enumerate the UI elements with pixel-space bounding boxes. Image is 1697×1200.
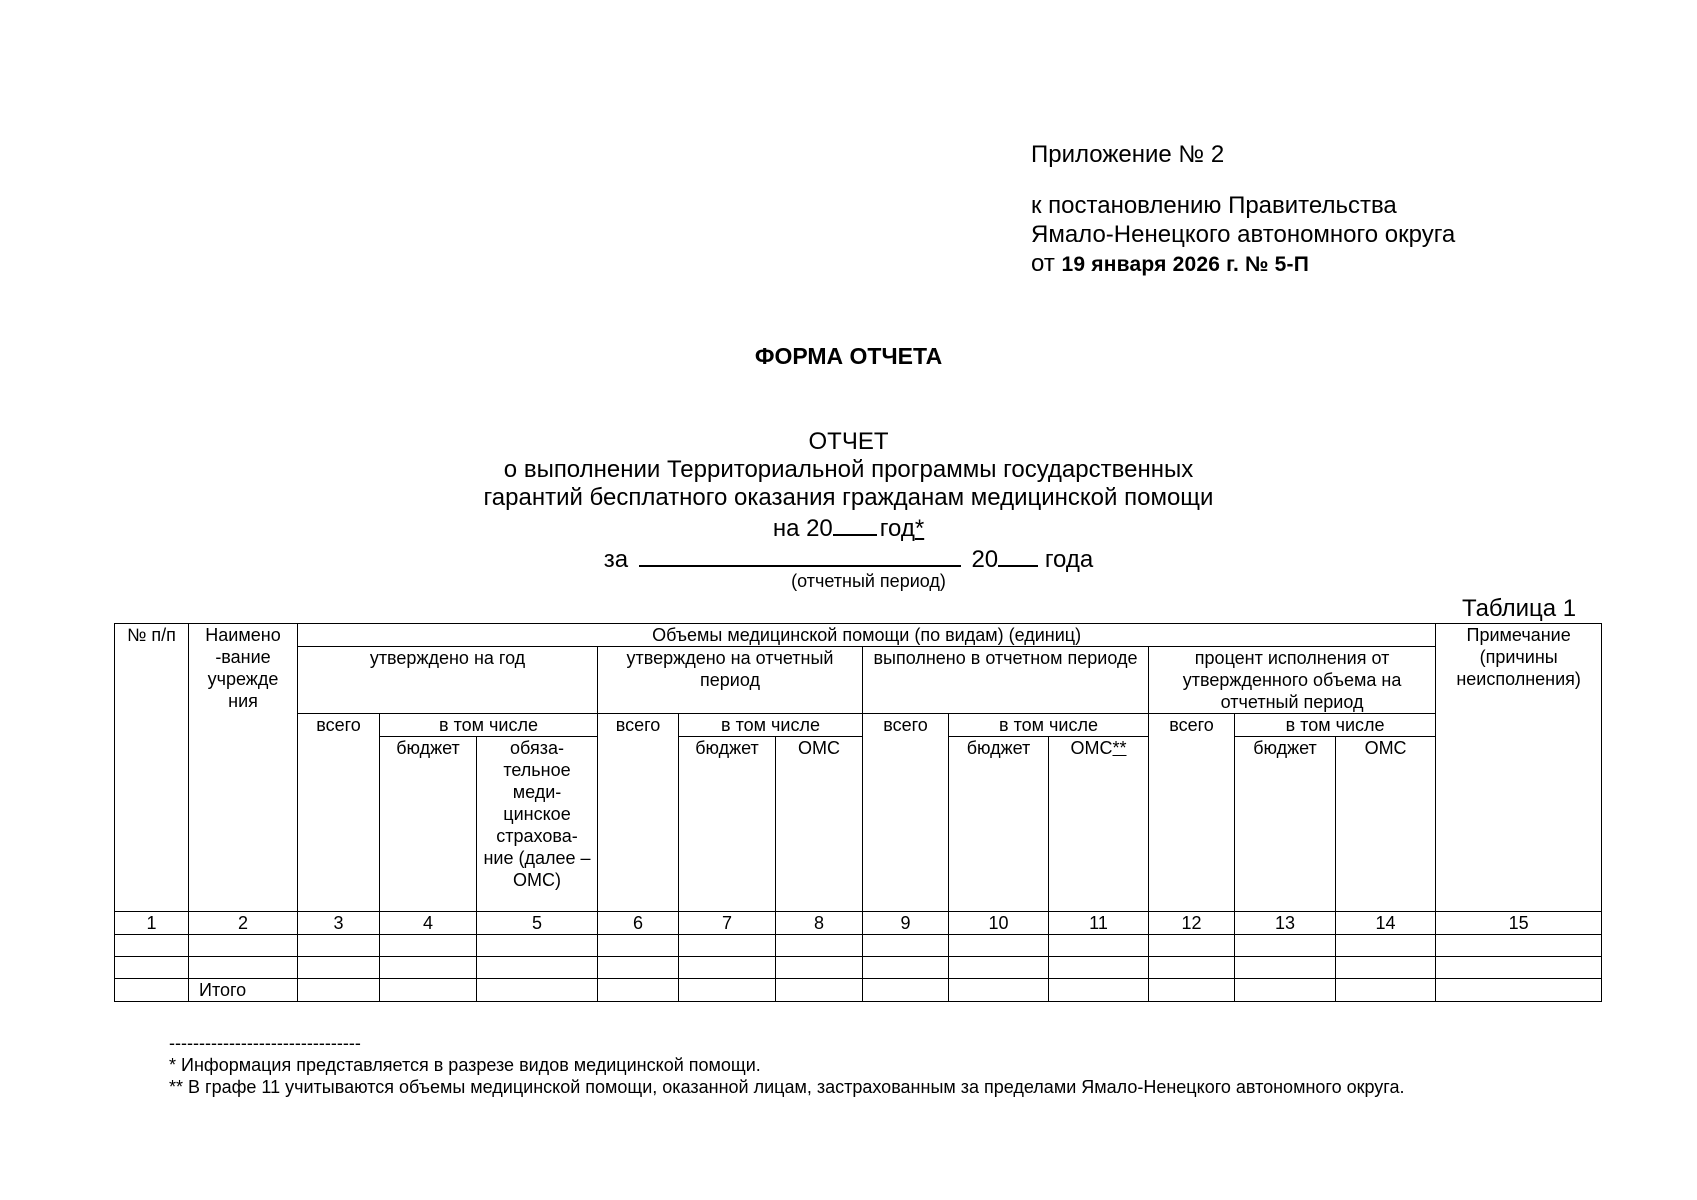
table-cell: [776, 935, 863, 957]
header-col-note: Примечание (причины неисполнения): [1436, 624, 1602, 912]
table-row: [115, 957, 1602, 979]
table-cell: [1235, 935, 1336, 957]
column-number: 14: [1336, 912, 1436, 935]
footnote-separator: --------------------------------: [169, 1033, 361, 1053]
year-blank: [833, 512, 877, 536]
appendix-date-value: 19 января 2026 г. № 5-П: [1061, 253, 1310, 276]
header-col-no: № п/п: [115, 624, 189, 912]
column-number: 2: [189, 912, 298, 935]
table-cell: [1436, 957, 1602, 979]
report-period-suffix: года: [1044, 546, 1094, 573]
table-cell: [1235, 979, 1336, 1002]
table-cell: [598, 935, 679, 957]
report-period-prefix: за: [603, 546, 629, 573]
header-oms-11: [1049, 737, 1149, 912]
table-cell: [598, 957, 679, 979]
table-cell: [189, 935, 298, 957]
footnote-1: * Информация представляется в разрезе видов медицинской помощи.: [169, 1055, 761, 1075]
table-cell: [115, 935, 189, 957]
total-label: Итого: [189, 979, 298, 1002]
report-period-line: [0, 543, 1697, 574]
table-cell: [598, 979, 679, 1002]
header-oms-14: ОМС: [1336, 737, 1436, 912]
report-year-suffix: год: [879, 515, 915, 542]
table-cell: [776, 979, 863, 1002]
table-cell: [298, 957, 380, 979]
appendix-block: [1031, 140, 1455, 279]
table-cell: [679, 979, 776, 1002]
table-cell: [776, 957, 863, 979]
table-cell: [1149, 979, 1235, 1002]
table-cell: [477, 957, 598, 979]
report-year-footnote-mark: *: [914, 515, 925, 542]
table-cell: [1149, 935, 1235, 957]
column-number: 6: [598, 912, 679, 935]
header-oms-8: ОМС: [776, 737, 863, 912]
column-number: 1: [115, 912, 189, 935]
report-title: ОТЧЕТ: [808, 428, 889, 455]
table-cell: [189, 957, 298, 979]
header-total-9: всего: [863, 714, 949, 912]
header-row-3: [115, 714, 1602, 737]
table-cell: [679, 935, 776, 957]
column-number-row: [115, 912, 1602, 935]
header-total-3: всего: [298, 714, 380, 912]
table-row: [115, 935, 1602, 957]
table-label: Таблица 1: [1462, 595, 1577, 622]
report-year-prefix: на 20: [772, 515, 833, 542]
appendix-line-2: Ямало-Ненецкого автономного округа: [1031, 221, 1456, 248]
header-budget-10: бюджет: [949, 737, 1049, 912]
column-number: 9: [863, 912, 949, 935]
table-cell: [380, 957, 477, 979]
table-cell: [380, 979, 477, 1002]
period-blank: [639, 543, 961, 567]
period-hint-line: [0, 571, 1697, 591]
header-including-7-8: в том числе: [679, 714, 863, 737]
column-number: 11: [1049, 912, 1149, 935]
header-performed-period: выполнено в отчетном периоде: [863, 647, 1149, 714]
appendix-number: Приложение № 2: [1031, 141, 1225, 168]
report-year-line: [0, 512, 1697, 543]
report-title-block: [0, 428, 1697, 574]
header-oms-11-label: ОМС: [1070, 738, 1113, 758]
table-cell: [863, 957, 949, 979]
header-total-12: всего: [1149, 714, 1235, 912]
table-cell: [949, 935, 1049, 957]
report-period-year-prefix: 20: [971, 546, 999, 573]
report-title-line-2: гарантий бесплатного оказания гражданам медицинской помощи: [483, 484, 1214, 511]
table-cell: [477, 979, 598, 1002]
table-cell: [949, 979, 1049, 1002]
table-cell: [1049, 935, 1149, 957]
column-number: 4: [380, 912, 477, 935]
header-including-10-11: в том числе: [949, 714, 1149, 737]
column-number: 10: [949, 912, 1049, 935]
table-cell: [1049, 957, 1149, 979]
column-number: 15: [1436, 912, 1602, 935]
appendix-line-1: к постановлению Правительства: [1031, 192, 1397, 219]
table-cell: [863, 935, 949, 957]
column-number: 5: [477, 912, 598, 935]
column-number: 3: [298, 912, 380, 935]
header-including-4-5: в том числе: [380, 714, 598, 737]
header-row-1: [115, 624, 1602, 647]
period-hint: (отчетный период): [791, 571, 946, 591]
header-approved-period: утверждено на отчетный период: [598, 647, 863, 714]
table-cell: [949, 957, 1049, 979]
table-cell: [1436, 935, 1602, 957]
header-oms-full-5: обяза- тельное меди- цинское страхова- ние (далее – ОМС): [477, 737, 598, 912]
header-performance-percent: процент исполнения от утвержденного объема на отчетный период: [1149, 647, 1436, 714]
table-cell: [1436, 979, 1602, 1002]
table-cell: [1149, 957, 1235, 979]
footnotes: [169, 1032, 1404, 1098]
total-row: [115, 979, 1602, 1002]
table-cell: [1235, 957, 1336, 979]
table-cell: [1336, 979, 1436, 1002]
table-cell: [115, 979, 189, 1002]
header-row-2: [115, 647, 1602, 714]
header-total-6: всего: [598, 714, 679, 912]
header-budget-7: бюджет: [679, 737, 776, 912]
form-title: ФОРМА ОТЧЕТА: [754, 343, 943, 369]
report-table: [114, 623, 1602, 1002]
table-cell: [1336, 957, 1436, 979]
header-budget-13: бюджет: [1235, 737, 1336, 912]
column-number: 7: [679, 912, 776, 935]
table-cell: [298, 979, 380, 1002]
table-cell: [115, 957, 189, 979]
appendix-date-line: [1031, 249, 1455, 279]
header-approved-year: утверждено на год: [298, 647, 598, 714]
table-cell: [380, 935, 477, 957]
table-cell: [1049, 979, 1149, 1002]
footnote-2: ** В графе 11 учитываются объемы медицинской помощи, оказанной лицам, застрахованным за пределами Ямало-Ненецкого автономного округа.: [169, 1077, 1405, 1097]
appendix-date-prefix: от: [1031, 250, 1055, 277]
table-cell: [477, 935, 598, 957]
header-col-name: Наимено -вание учрежде ния: [189, 624, 298, 912]
report-title-line-1: о выполнении Территориальной программы государственных: [503, 456, 1194, 483]
column-number: 13: [1235, 912, 1336, 935]
header-oms-11-mark: **: [1112, 738, 1127, 758]
table-cell: [863, 979, 949, 1002]
column-number: 8: [776, 912, 863, 935]
table-cell: [298, 935, 380, 957]
header-budget-4: бюджет: [380, 737, 477, 912]
table-cell: [1336, 935, 1436, 957]
header-volumes-group: Объемы медицинской помощи (по видам) (единиц): [298, 624, 1436, 647]
period-year-blank: [998, 543, 1038, 567]
header-including-13-14: в том числе: [1235, 714, 1436, 737]
table-cell: [679, 957, 776, 979]
column-number: 12: [1149, 912, 1235, 935]
